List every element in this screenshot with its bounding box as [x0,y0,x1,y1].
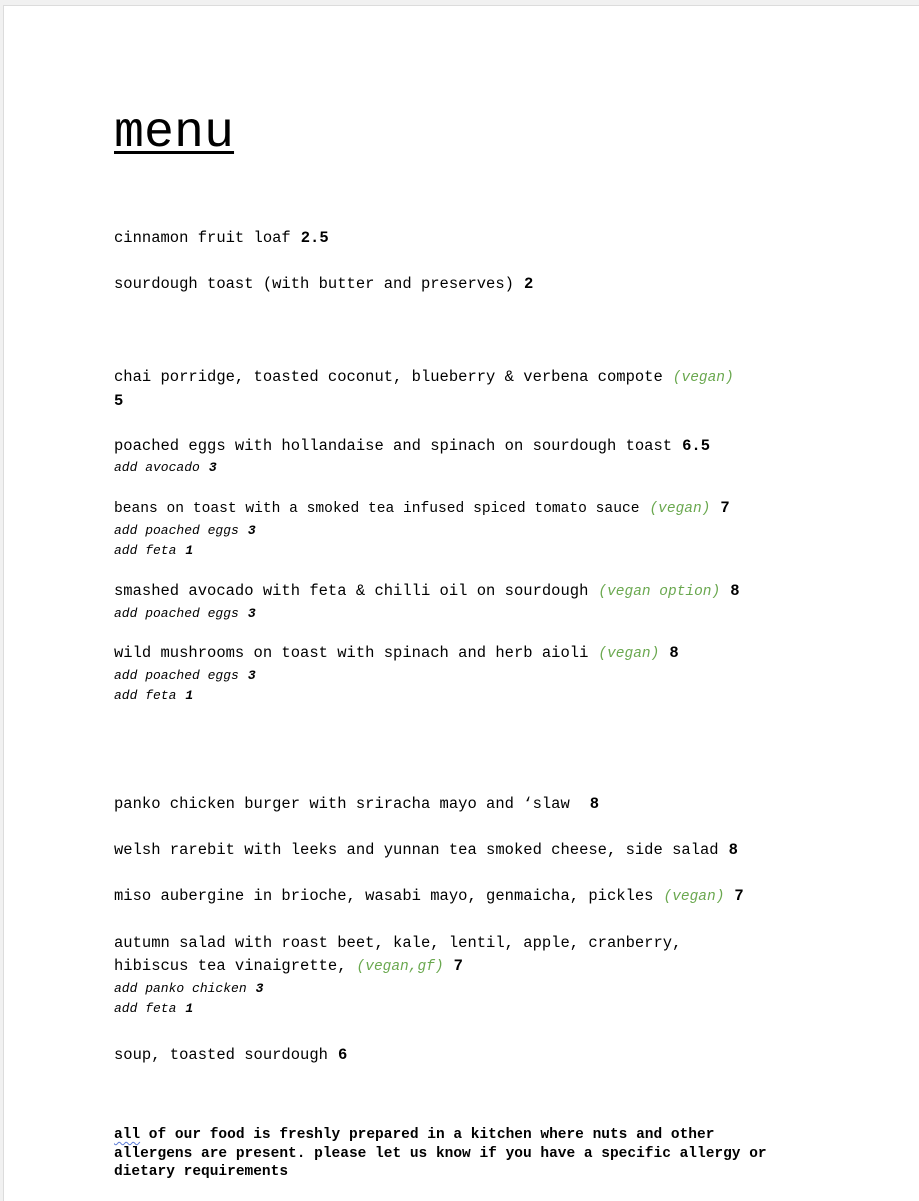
menu-item [114,932,681,1019]
addon-price: 3 [247,523,256,538]
addon [114,999,681,1019]
diet-tag: (vegan) [649,501,711,517]
item-price: 8 [728,841,738,859]
diet-tag: (vegan) [672,370,734,386]
menu-item [114,1044,347,1067]
spellcheck-word: all [114,1127,141,1143]
item-name: soup, toasted sourdough [114,1046,328,1064]
item-name: beans on toast with a smoked tea infused spiced tomato sauce [114,501,640,517]
addon-price: 1 [185,1001,194,1016]
item-name-line2: hibiscus tea vinaigrette, [114,957,347,975]
menu-item [114,839,738,862]
item-price: 8 [669,644,679,662]
menu-item [114,580,740,624]
diet-tag: (vegan) [598,646,660,662]
notice-line1: of our food is freshly prepared in a kitchen where nuts and other [140,1127,715,1143]
addon [114,686,679,706]
addon [114,604,740,624]
addon-price: 3 [255,981,264,996]
addon-price: 3 [247,606,256,621]
item-price: 2.5 [300,229,329,247]
addon-label: add feta [114,688,177,703]
addon-label: add feta [114,543,177,558]
item-price: 2 [523,275,534,293]
item-name: welsh rarebit with leeks and yunnan tea smoked cheese, side salad [114,841,719,859]
diet-tag: (vegan) [663,889,725,905]
addon [114,666,679,686]
addon-label: add poached eggs [114,606,239,621]
item-name: sourdough toast (with butter and preserves) [114,275,514,293]
menu-item [114,885,744,909]
page-title: menu [114,105,235,162]
diet-tag: (vegan,gf) [356,959,444,975]
menu-item [114,642,679,706]
notice-line2: allergens are present. please let us know if you have a specific allergy or [114,1145,767,1162]
item-price: 7 [734,887,744,905]
diet-tag: (vegan option) [598,584,721,600]
notice-line3: dietary requirements [114,1164,289,1180]
item-name: panko chicken burger with sriracha mayo and ‘slaw [114,795,570,813]
menu-item [114,793,599,816]
item-name: miso aubergine in brioche, wasabi mayo, genmaicha, pickles [114,887,654,905]
addon-price: 3 [247,668,256,683]
item-price: 5 [114,392,124,410]
item-name: smashed avocado with feta & chilli oil on sourdough [114,582,589,600]
allergen-notice [114,1126,834,1182]
item-name: chai porridge, toasted coconut, blueberry & verbena compote [114,368,663,386]
menu-item [114,227,329,250]
addon [114,458,710,478]
menu-item [114,497,730,561]
item-price: 6.5 [682,437,710,455]
item-price: 6 [337,1046,348,1064]
item-name: wild mushrooms on toast with spinach and herb aioli [114,644,589,662]
addon-label: add poached eggs [114,668,239,683]
item-name: cinnamon fruit loaf [114,229,291,247]
addon [114,979,681,999]
item-price: 8 [730,582,740,600]
item-price: 7 [720,499,730,517]
item-name: poached eggs with hollandaise and spinach on sourdough toast [114,437,673,455]
addon [114,521,730,541]
addon-price: 1 [185,543,194,558]
menu-item [114,273,533,296]
addon-label: add avocado [114,460,200,475]
document-page [3,5,919,1201]
item-price: 7 [453,957,463,975]
item-name: autumn salad with roast beet, kale, lentil, apple, cranberry, [114,934,682,952]
addon-label: add feta [114,1001,177,1016]
menu-item [114,435,710,478]
addon [114,541,730,561]
addon-price: 3 [208,460,217,475]
addon-label: add poached eggs [114,523,239,538]
addon-label: add panko chicken [114,981,247,996]
menu-item [114,366,734,413]
item-price: 8 [589,795,600,813]
addon-price: 1 [185,688,194,703]
